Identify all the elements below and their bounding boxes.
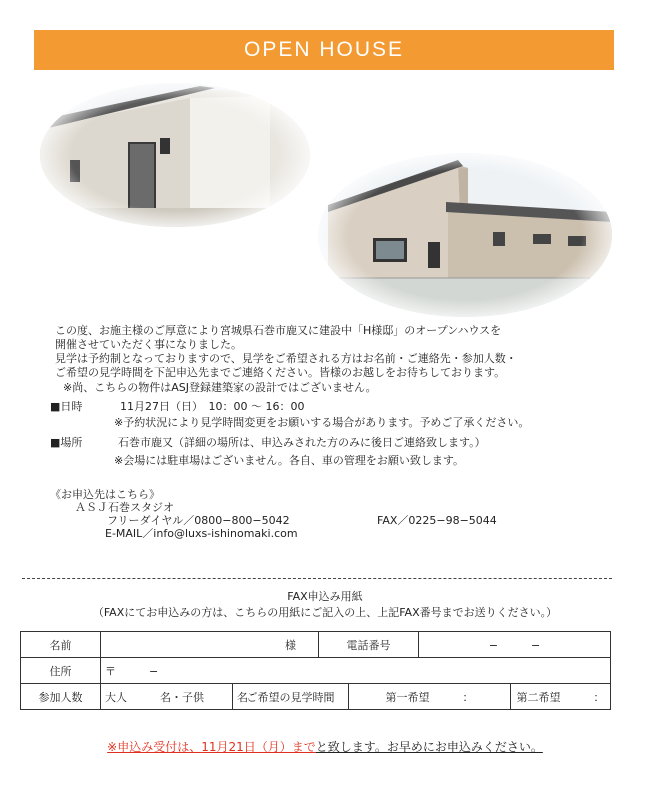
cut-line <box>22 578 612 579</box>
fax-form-title: FAX申込み用紙 <box>287 590 363 603</box>
address-label: 住所 <box>21 658 101 684</box>
location-value: 石巻市鹿又（詳細の場所は、申込みされた方のみに後日ご連絡致します。） <box>118 436 486 449</box>
second-choice-field[interactable]: 第二希望 ： <box>511 684 611 710</box>
contact-fax[interactable]: FAX／0225−98−5044 <box>377 514 497 527</box>
schedule-note: ※予約状況により見学時間変更をお願いする場合があります。予めご了承ください。 <box>114 416 530 429</box>
fax-form-note: （FAXにてお申込みの方は、こちらの用紙にご記入の上、上記FAX番号までお送りください。） <box>92 606 558 619</box>
intro-line-1: この度、お施主様のご厚意により宮城県石巻市鹿又に建設中「H様邸」のオープンハウスを <box>55 324 502 337</box>
location-label: ■場所 <box>50 436 83 449</box>
deadline-note <box>0 738 650 755</box>
fax-application-form <box>20 631 611 710</box>
location-note: ※会場には駐車場はございません。各自、車の管理をお願い致します。 <box>114 454 464 467</box>
schedule-value: 11月27日（日） 10：00 〜 16：00 <box>120 400 305 413</box>
visit-time-label: ご希望の見学時間 <box>233 684 349 710</box>
contact-freedial[interactable]: フリーダイヤル／0800−800−5042 <box>107 514 290 527</box>
house-photo-front <box>40 80 310 230</box>
participants-field[interactable]: 大人 名・子供 名 <box>101 684 233 710</box>
first-choice-field[interactable]: 第一希望 ： <box>349 684 511 710</box>
phone-label: 電話番号 <box>319 632 419 658</box>
open-house-banner: OPEN HOUSE <box>34 30 614 70</box>
address-field[interactable]: 〒 − <box>101 658 611 684</box>
name-suffix: 様 <box>285 638 297 652</box>
intro-line-4: ご希望の見学時間を下記申込先までご連絡ください。皆様のお越しをお待ちしております。 <box>55 366 506 379</box>
deadline-prefix: ※申込み受付は、 <box>107 740 202 754</box>
intro-line-2: 開催させていただく事になりました。 <box>55 338 242 351</box>
intro-line-3: 見学は予約制となっておりますので、見学をご希望される方はお名前・ご連絡先・参加人数・ <box>55 352 517 365</box>
deadline-suffix: と致します。お早めにお申込みください。 <box>315 740 543 754</box>
name-label: 名前 <box>21 632 101 658</box>
contact-email[interactable]: E-MAIL／info@luxs-ishinomaki.com <box>105 527 298 540</box>
participants-label: 参加人数 <box>21 684 101 710</box>
deadline-date: 11月21日（月）まで <box>201 740 316 754</box>
house-photo-side <box>318 150 613 320</box>
intro-note: ※尚、こちらの物件はASJ登録建築家の設計ではございません。 <box>63 381 377 394</box>
contact-heading: 《お申込先はこちら》 <box>50 488 160 501</box>
phone-field[interactable]: − − <box>419 632 611 658</box>
name-field[interactable] <box>101 632 319 658</box>
schedule-label: ■日時 <box>50 400 83 413</box>
contact-company: ＡＳＪ石巻スタジオ <box>75 501 174 514</box>
